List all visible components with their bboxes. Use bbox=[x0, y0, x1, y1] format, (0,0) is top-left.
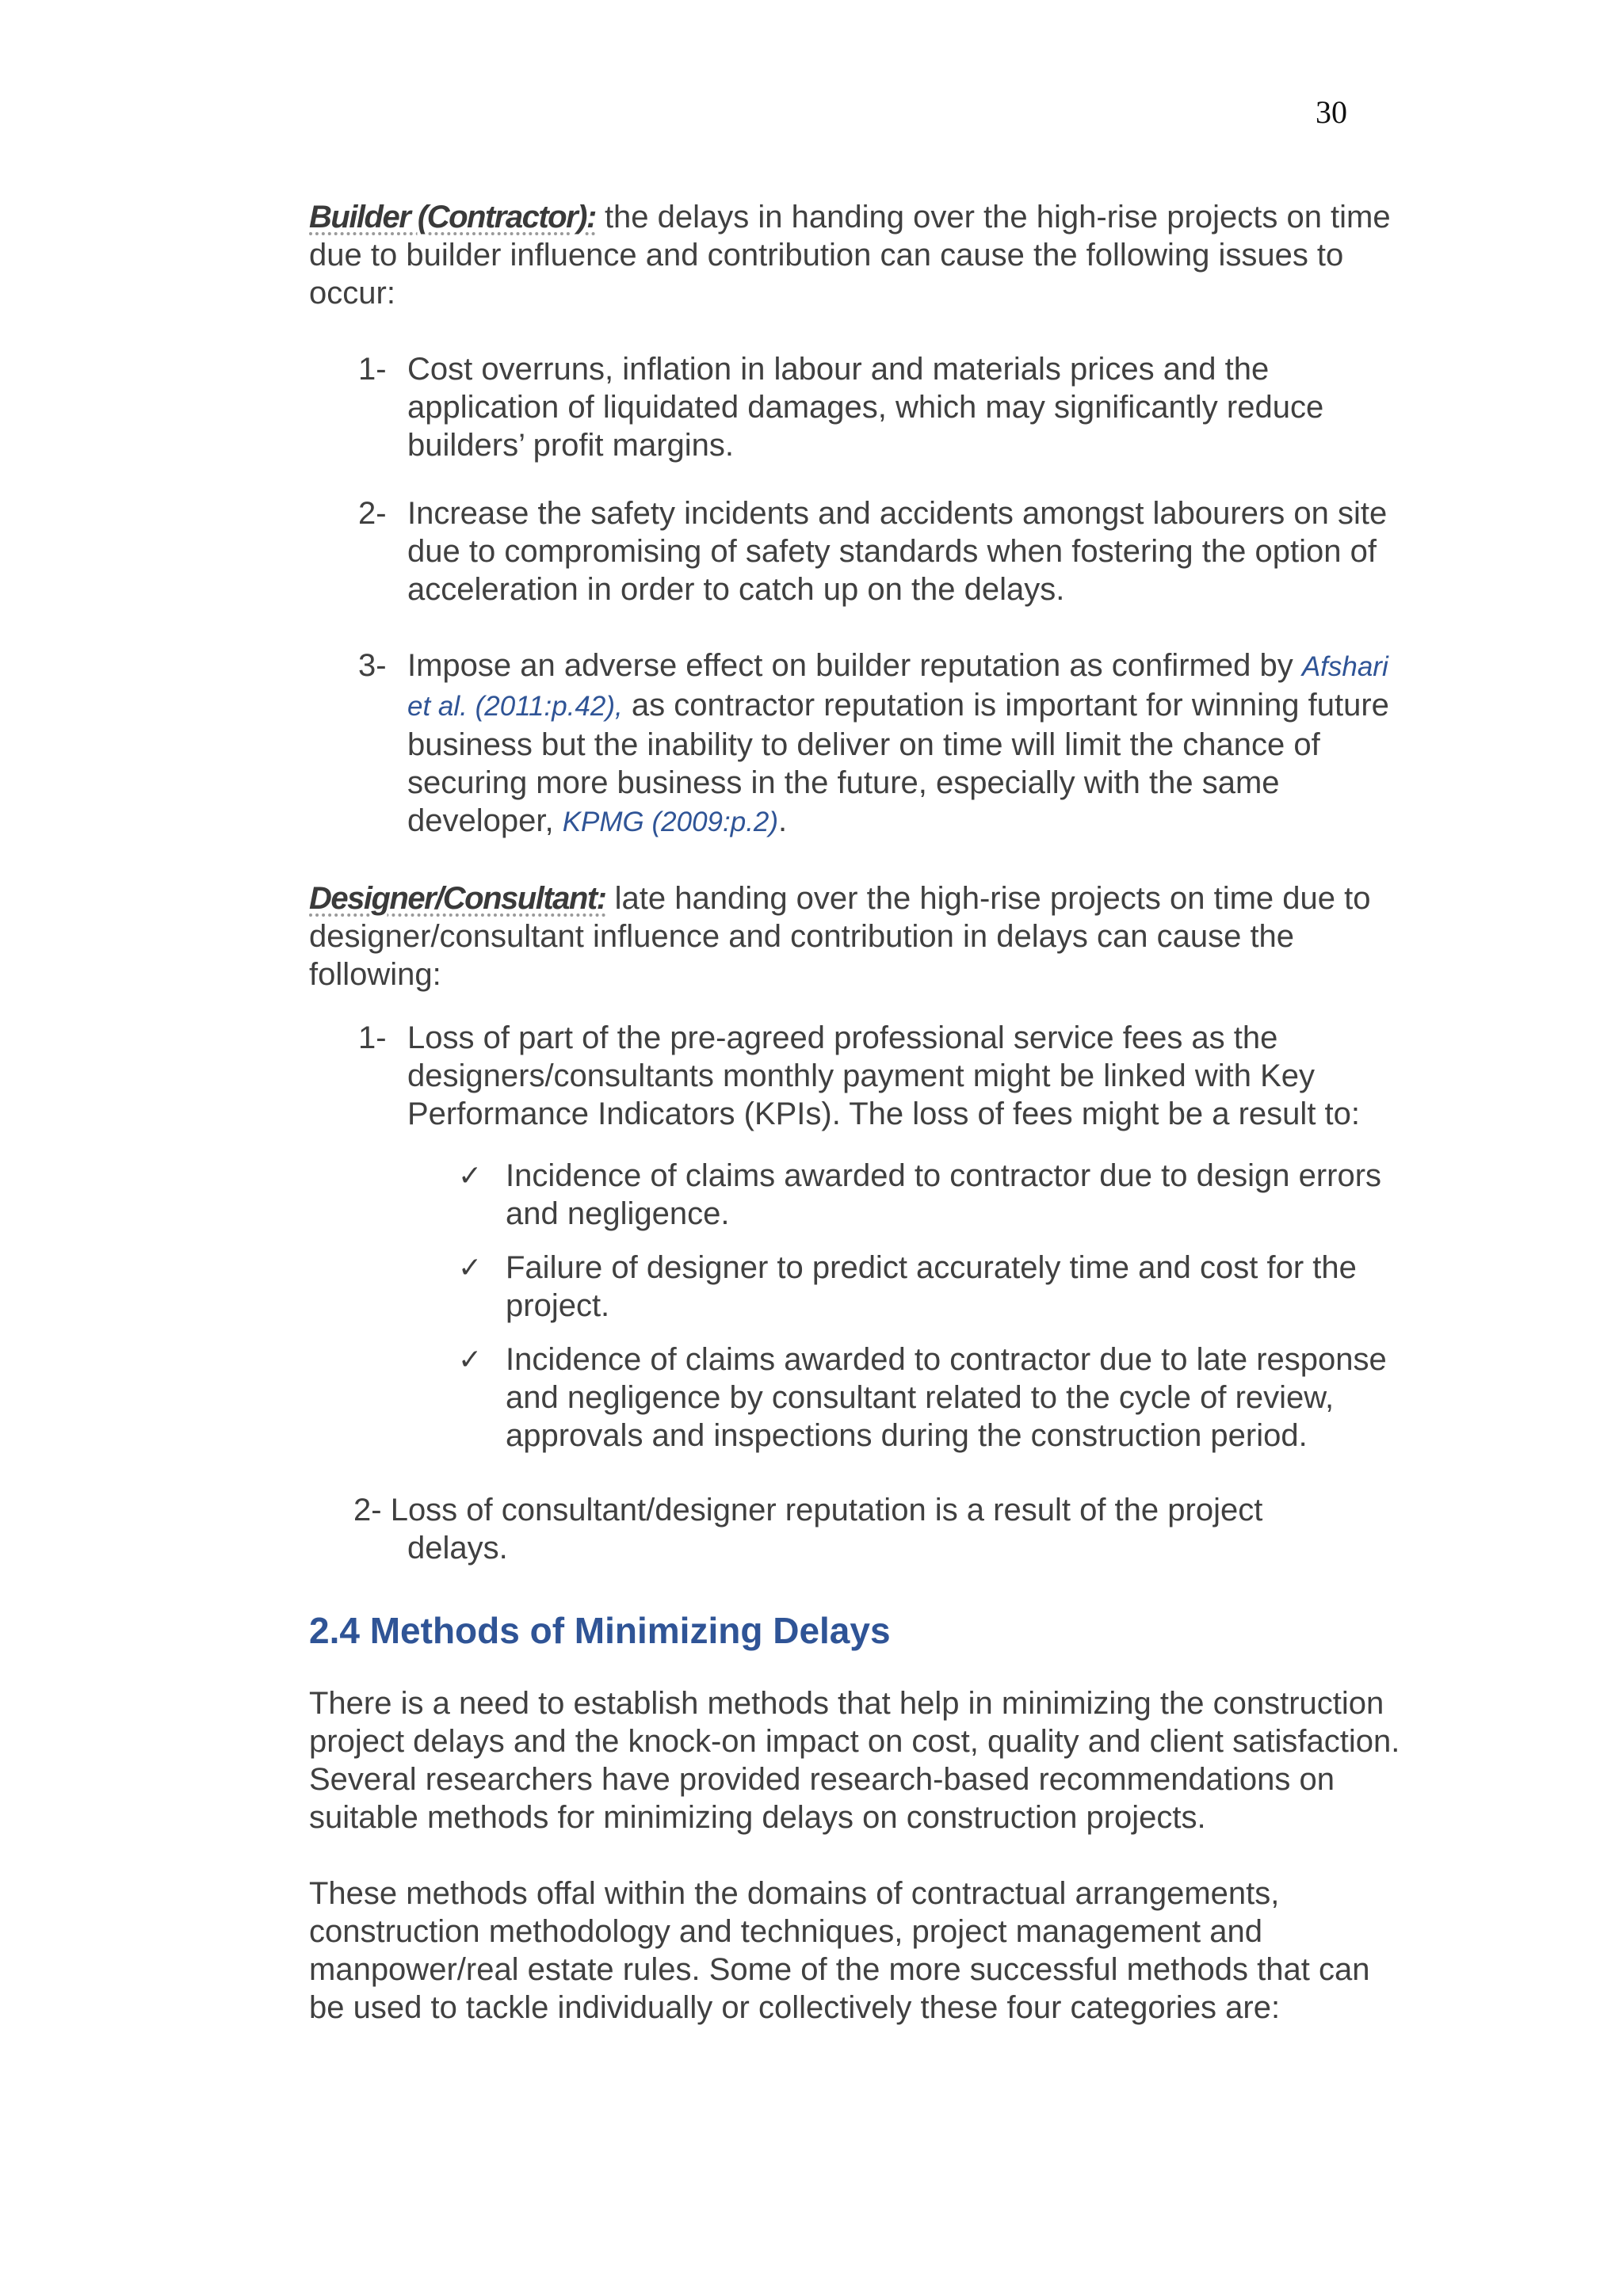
check-item-text: Incidence of claims awarded to contractor due to design errors and negligence. bbox=[506, 1158, 1382, 1231]
designer-item-2 bbox=[309, 1491, 1411, 1567]
list-item bbox=[309, 1019, 1411, 1133]
checkmark-icon: ✓ bbox=[458, 1159, 483, 1192]
citation-afshari: Afshari et al. (2011:p.42), bbox=[407, 651, 1388, 722]
designer-paragraph bbox=[309, 879, 1411, 994]
list-item bbox=[309, 350, 1411, 464]
section-heading: 2.4 Methods of Minimizing Delays bbox=[309, 1610, 891, 1651]
list-number: 2- bbox=[358, 496, 387, 531]
check-item-text: Incidence of claims awarded to contractor due to late response and negligence by consultant related to the cycle of review, approvals and inspections during the construction period. bbox=[506, 1342, 1387, 1453]
list-number: 3- bbox=[358, 648, 387, 683]
builder-intro: the delays in handing over the high-rise projects on time due to builder influence and contribution can cause the following issues to occur: bbox=[309, 200, 1391, 311]
list-item-text: Cost overruns, inflation in labour and materials prices and the application of liquidated damages, which may significantly reduce builders’ profit margins. bbox=[407, 352, 1324, 463]
designer-issues-list bbox=[309, 1019, 1411, 1133]
check-item bbox=[309, 1157, 1411, 1233]
section-paragraph: There is a need to establish methods that help in minimizing the construction project delays and the knock-on impact on cost, quality and client satisfaction. Several researchers have provided research-based recommendations on suitable methods for minimizing delays on construction projects. bbox=[309, 1686, 1400, 1835]
check-item bbox=[309, 1249, 1411, 1325]
check-item-text: Failure of designer to predict accurately time and cost for the project. bbox=[506, 1250, 1357, 1323]
designer-term: Designer/Consultant: bbox=[309, 881, 606, 916]
builder-paragraph bbox=[309, 198, 1411, 312]
list-item bbox=[309, 646, 1411, 841]
list-number: 2- bbox=[353, 1493, 382, 1527]
list-item-text: Loss of part of the pre-agreed professional service fees as the designers/consultants monthly payment might be linked with Key Performance Indicators (KPIs). The loss of fees might be a result to: bbox=[407, 1020, 1361, 1131]
checkmark-icon: ✓ bbox=[458, 1343, 483, 1375]
section-paragraph: These methods offal within the domains of contractual arrangements, construction methodology and techniques, project management and manpower/real estate rules. Some of the more successful methods that can be used to tackle individually or collectively these four categories are: bbox=[309, 1876, 1370, 2025]
list-item-text: as contractor reputation is important for winning future business but the inability to deliver on time will limit the chance of securing more business in the future, especially with the same developer, bbox=[407, 688, 1389, 838]
list-item-continuation: delays. bbox=[407, 1531, 508, 1566]
page-number: 30 bbox=[1316, 94, 1347, 130]
checkmark-icon: ✓ bbox=[458, 1251, 483, 1283]
check-item bbox=[309, 1341, 1411, 1455]
builder-issues-list bbox=[309, 350, 1411, 841]
check-list bbox=[309, 1157, 1411, 1455]
list-item-text: . bbox=[778, 803, 788, 838]
list-number: 1- bbox=[358, 352, 387, 387]
list-number: 1- bbox=[358, 1020, 387, 1055]
designer-intro: late handing over the high-rise projects on time due to designer/consultant influence and contribution in delays can cause the following: bbox=[309, 881, 1371, 992]
list-item-text: Increase the safety incidents and accidents amongst labourers on site due to compromising of safety standards when fostering the option of acceleration in order to catch up on the delays. bbox=[407, 496, 1388, 607]
list-item bbox=[309, 494, 1411, 608]
list-item-text: Impose an adverse effect on builder reputation as confirmed by bbox=[407, 648, 1302, 683]
document-body bbox=[309, 198, 1411, 2027]
builder-term: Builder (Contractor): bbox=[309, 200, 596, 235]
citation-kpmg: KPMG (2009:p.2) bbox=[562, 807, 779, 837]
list-item-text: Loss of consultant/designer reputation is a result of the project bbox=[381, 1493, 1263, 1527]
